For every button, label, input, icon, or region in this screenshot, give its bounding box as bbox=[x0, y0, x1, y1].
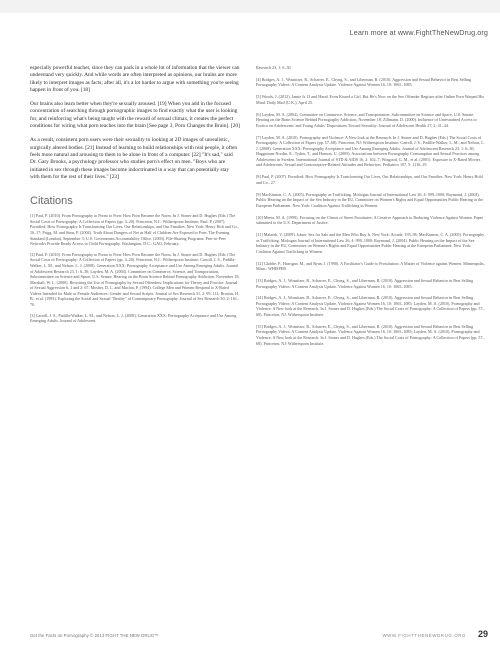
citation-entry: [1] Paul, P. (2010). From Pornography to Porno to Porn: How Porn Became the Norm. In J. Stoner and D. Hughes (Eds.) The Social Costs of Pornography: A Collection of Papers (pp. 3–20). Princeton, N.J.: Witherspoon Institute; Paul, P. (2007). Pornified: How Pornography Is Transforming Our Lives, Our Relationships, and Our Families. New York: Henry Holt and Co., 16–17; Prigg, M. and Sims, P. (2004). Truth About Dangers of Net as Half of Children Are Exposed to Porn. The Evening Standard (London), September 3; U.S. Government Accountability Office. (2003). File-Sharing Programs: Peer-to-Peer Networks Provide Ready Access to Child Pornography. Washington, D.C.: GAO, February. bbox=[30, 213, 239, 247]
citation-entry: [9] MacKinnon, C. A. (2005). Pornography as Trafficking. Michigan Journal of International Law 26, 4: 999–1000; Raymond, J. (2004). Public Hearing on the Impact of the Sex Industry in the EU, Committee on Women's Rights and Equal Opportunities Public Hearing at the European Parliament. New York: Coalition Against Trafficking in Women. bbox=[256, 191, 483, 208]
page-number: 29 bbox=[477, 629, 488, 639]
citation-entry: [10] Meeta, M. A. (1999). Focusing on the Clients of Street Prostitutes: A Creative Approach to Reducing Violence Against Women. Paper submitted to the U.S. Department of Justice. bbox=[256, 214, 484, 226]
citation-entry: [4] Bridges, A. J., Wosnitzer, R., Scharrer, E., Chyng, S., and Liberman, R. (2010). Aggression and Sexual Behavior in Best Selling Pornography Videos: A Content Analysis Update. Violence Against Women 16, 10: 1065–1085. bbox=[256, 76, 472, 88]
header-site-link[interactable]: Learn more at www.FightTheNewDrug.org bbox=[349, 28, 488, 37]
citation-entry: [8] Paul, P. (2007). Pornified: How Pornography Is Transforming Our Lives, Our Relationships, and Our Families. New York: Henry Hold and Co., 27. bbox=[256, 174, 483, 185]
citation-entry: Research 23, 1: 6–30 bbox=[256, 65, 291, 70]
citation-entry: [3] Carroll, J. S., Padilla-Walker, L. M., and Nelson, L. J. (2008). Generation XXX: Pornography Acceptance and Use Among Emerging Adults. Journal of Adolescent bbox=[30, 312, 237, 324]
body-paragraph: especially powerful teacher, since they can pack in a whole lot of information that the viewer can understand very quickly. And while words are often interpreted as opinions, our brains are more likely to interpret images as facts; after all, it's a lot harder to argue with something you're seeing happen in front of you. [18] bbox=[30, 65, 240, 93]
left-column bbox=[30, 65, 240, 329]
right-column bbox=[256, 65, 486, 352]
top-band bbox=[0, 0, 500, 13]
citation-entry: [15] Bridges, A. J., Wosnitzer, R., Scharrer, E., Chyng, S., and Liberman, R. (2010). Aggression and Sexual Behavior in Best Selling Pornography Videos: A Content Analysis Update. Violence Against Women 16, 10: 1065–1085; Layden, M. A. (2010). Pornography and Violence: A New look at the Research. In J. Stoner and D. Hughes (Eds.) The Social Costs of Pornography: A Collection of Papers (pp. 57–68). Princeton, NJ: Witherspoon Institute. bbox=[256, 323, 485, 346]
citation-entry: [11] Malarek, V. (2009). Johns: Sex for Sale and the Men Who Buy It. New York: Arcade, 193–96; MacKinnon, C. A. (2005). Pornography as Trafficking. Michigan Journal of International Law 26, 4: 999–1000; Raymond, J. (2004). Public Hearing on the Impact of the Sex Industry in the EU, Committee on Women's Rights and Equal Opportunities Public Hearing at the European Parliament. New York: Coalition Against Trafficking in Women. bbox=[256, 231, 485, 254]
page-footer bbox=[30, 627, 488, 639]
footer-site-link[interactable]: WWW.FIGHTTHENEWDRUG.ORG bbox=[382, 633, 466, 638]
citation-entry: [7] Layden, M. A. (2010). Pornography and Violence: A New look at the Research. In J. Stoner and D. Hughes (Eds.) The Social Costs of Pornography: A Collection of Papers (pp. 57–68). Princeton, NJ: Witherspoon Institute; Carroll, J. S., Padilla-Walker, L. M., and Nelson, L. J. (2008). Generation XXX: Pornography Acceptance and Use Among Emerging Adults. Journal of Adolescent Research 23, 1: 6–30; Haggstrom-Nordin, E., Tyden, T., and Hanson, U. (2005). Associations between Pornography Consumption and Sexual Practices among Adolescents in Sweden. International Journal of STD & AIDS 16, 2: 102–7; Wingood, G. M., et al. (2001). Exposure to X-Rated Movies and Adolescents' Sexual and Contraceptive-Related Attitudes and Behaviors. Pediatrics 107, 5: 1116–19. bbox=[256, 134, 485, 168]
citation-entry: [12] Globbe, F., Harrigan, M., and Ryan, J. (1990). A Facilitator's Guide to Prostitution: A Matter of Violence against Women. Minneapolis, Minn.: WHISPER. bbox=[256, 260, 485, 272]
citation-entry: [14] Bridges, A. J., Wosnitzer, R., Scharrer, E., Chyng, S., and Liberman, R. (2010). Aggression and Sexual Behavior in Best Selling Pornography Videos: A Content Analysis Update. Violence Against Women 16, 10: 1065–1085; Layden, M. A. (2010). Pornography and Violence: A New look at the Research. In J. Stoner and D. Hughes (Eds.) The Social Costs of Pornography: A Collection of Papers (pp. 57–68). Princeton, NJ: Witherspoon Institute. bbox=[256, 295, 485, 318]
citation-entry: [6] Layden, M. A. (2004). Committee on Commerce, Science, and Transportation, Subcommittee on Science and Space, U.S. Senate, Hearing on the Brain Science Behind Pornography Addiction, November 18; Zillmann, D. (2000). Influence of Unrestrained Access to Erotica on Adolescents' and Young Adults' Dispositions Toward Sexuality. Journal of Adolescent Health 27, 2: 41–44. bbox=[256, 111, 477, 128]
footer-copyright: Get the Facts on Pornography © 2013 FIGHT THE NEW DRUG™ bbox=[30, 633, 159, 638]
citation-entry: [5] Woods, J. (2012). Jamie Is 13 and Hasn't Even Kissed a Girl. But He's Now on the Sex Offender Register after Online Porn Warped His Mind. Daily Mail (U.K.), April 25. bbox=[256, 94, 485, 105]
body-paragraph: Our brains also learn better when they're sexually aroused. [19] When you add in the focused concentration of searching through pornographic images to find exactly what the user is looking for, and reinforcing what's being taught with the reward of sexual climax, it creates the perfect conditions for wiring what porn teaches into the brain [See page 3, Porn Changes the Brain]. [20] bbox=[30, 101, 240, 130]
citations-heading: Citations bbox=[30, 195, 73, 208]
citation-entry: [2] Paul, P. (2010). From Pornography to Porno to Porn: How Porn Became the Norm. In J. Stoner and D. Hughes (Eds.) The Social Costs of Pornography: A Collection of Papers (pp. 3–20). Princeton, N.J.: Witherspoon Institute; Carroll, J. S., Padilla-Walker, L. M., and Nelson, L. J. (2008). Generation XXX: Pornography Acceptance and Use Among Emerging Adults. Journal of Adolescent Research 23, 1: 6–30; Layden, M. A. (2004). Committee on Commerce, Science, and Transportation, Subcommittee on Science and Space, U.S. Senate, Hearing on the Brain Science Behind Pornography Addiction, November 18; Marshall, W. L. (2000). Revisiting the Use of Pornography by Sexual Offenders: Implications for Theory and Practice. Journal of Sexual Aggression 6, 1 and 2: 67; Mosher, D. L. and Maclan, P. (1994). College Men and Women Respond to X-Rated Videos Intended for Male or Female Audiences: Gender and Sexual Scripts. Journal of Sex Research 31, 2: 99–112; Brosius, H. B., et al. (1993). Exploring the Social and Sexual "Reality" of Contemporary Pornography. Journal of Sex Research 30, 2: 161–70. bbox=[30, 251, 240, 308]
body-paragraph: As a result, consistent porn users were their sexuality to looking at 2D images of unrealistic, surgically altered bodies. [21] Instead of learning to build relationships with real people, it often feels more natural and arousing to them to be alone in front of a computer. [22] "It's sad," said Dr. Gary Brooks, a psychology professor who studies porn's effect on men. "Boys who are initiated in sex through these images become indoctrinated in a way that can potentially stay with them for the rest of their lives." [23] bbox=[30, 137, 238, 180]
citation-entry: [13] Bridges, A. J., Wosnitzer, R., Scharrer, E., Chyng, S., and Liberman, R. (2010). Aggression and Sexual Behavior in Best Selling Pornography Videos: A Content Analysis Update. Violence Against Women 16, 10: 1065–1085. bbox=[256, 277, 474, 289]
